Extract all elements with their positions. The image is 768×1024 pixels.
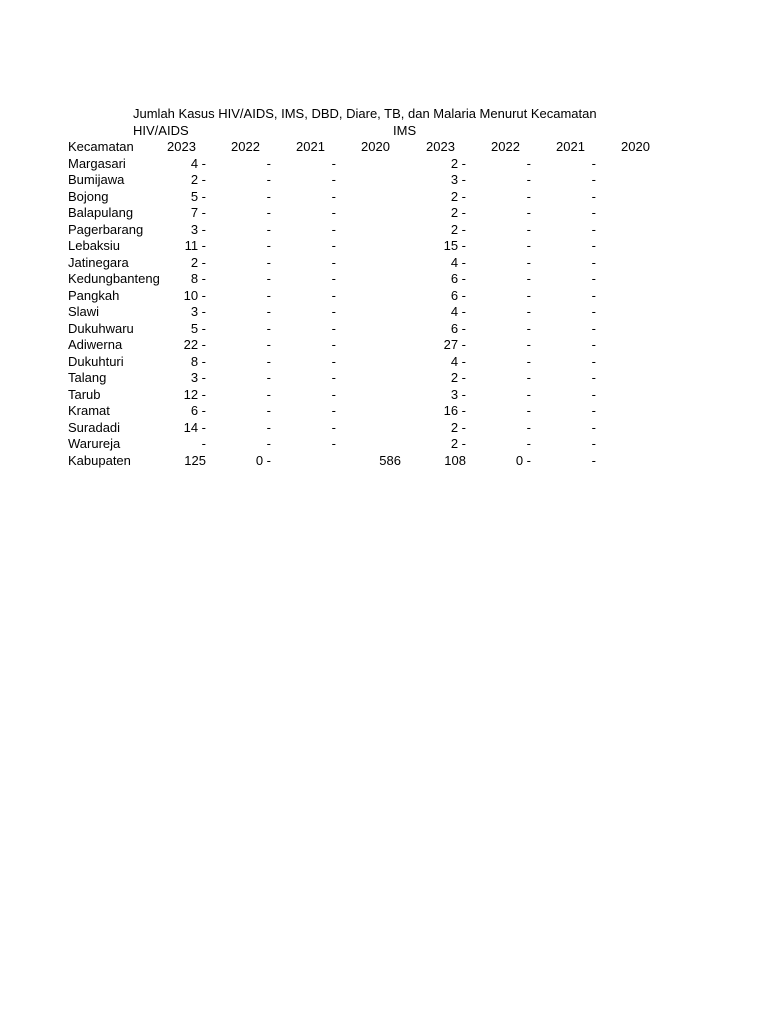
table-row: [0, 156, 768, 173]
value-cell: 27 -: [443, 337, 466, 352]
value-cell: -: [331, 337, 336, 352]
value-cell: 22 -: [183, 337, 206, 352]
value-cell: 4 -: [450, 254, 466, 270]
value-cell: -: [526, 221, 531, 237]
kecamatan-cell: Bojong: [68, 188, 109, 204]
value-cell: [596, 453, 661, 470]
value-cell: -: [266, 221, 271, 237]
value-cell: -: [331, 271, 336, 286]
value-cell: -: [526, 271, 531, 286]
value-cell: -: [526, 386, 531, 402]
kecamatan-cell: Kedungbanteng: [68, 271, 160, 286]
table-row: [0, 271, 768, 288]
value-cell: -: [526, 287, 531, 303]
value-cell: -: [266, 287, 271, 303]
value-cell: [336, 354, 401, 371]
value-cell: 14 -: [183, 419, 206, 435]
value-cell: -: [526, 353, 531, 369]
value-cell: -: [331, 287, 336, 303]
table-row: [0, 205, 768, 222]
kecamatan-cell: Pangkah: [68, 287, 120, 303]
value-cell: -: [266, 155, 271, 171]
value-cell: 0 -: [515, 452, 531, 468]
value-cell: -: [331, 221, 336, 237]
value-cell: [596, 222, 661, 239]
value-cell: [596, 172, 661, 189]
value-cell: 8 -: [190, 271, 206, 286]
value-cell: [596, 436, 661, 453]
value-cell: -: [591, 386, 596, 402]
value-cell: -: [526, 238, 531, 253]
kecamatan-cell: Kramat: [68, 403, 110, 418]
value-cell: -: [331, 403, 336, 418]
value-cell: 0 -: [255, 452, 271, 468]
value-cell: 12 -: [183, 386, 206, 402]
value-cell: 6 -: [450, 287, 466, 303]
value-cell: [336, 255, 401, 272]
value-cell: [596, 403, 661, 420]
value-cell: [596, 205, 661, 222]
value-cell: [336, 436, 401, 453]
value-cell: -: [266, 436, 271, 451]
value-cell: [336, 222, 401, 239]
column-header-year: 2022: [491, 139, 520, 154]
value-cell: -: [331, 370, 336, 385]
kecamatan-cell: Jatinegara: [68, 254, 129, 270]
value-cell: -: [591, 337, 596, 352]
value-cell: [336, 387, 401, 404]
kecamatan-cell: Warureja: [68, 436, 121, 451]
table-row: [0, 255, 768, 272]
value-cell: 3 -: [450, 172, 466, 187]
value-cell: 2 -: [450, 436, 466, 451]
value-cell: -: [266, 419, 271, 435]
column-header-year: 2022: [231, 139, 260, 154]
value-cell: 108: [444, 452, 466, 468]
value-cell: [336, 271, 401, 288]
value-cell: [596, 321, 661, 338]
value-cell: -: [331, 304, 336, 319]
value-cell: -: [331, 353, 336, 369]
column-header-year: 2023: [426, 139, 455, 154]
value-cell: -: [591, 320, 596, 336]
title-row: [0, 106, 768, 123]
value-cell: [336, 420, 401, 437]
value-cell: 11 -: [184, 238, 206, 253]
kecamatan-cell: Bumijawa: [68, 172, 125, 187]
column-header-year: 2020: [621, 139, 650, 154]
column-header-year: 2021: [556, 139, 585, 154]
value-cell: -: [266, 205, 271, 220]
kecamatan-cell: Margasari: [68, 155, 126, 171]
group-header-row: [0, 123, 768, 140]
value-cell: -: [591, 221, 596, 237]
value-cell: [336, 337, 401, 354]
value-cell: -: [526, 320, 531, 336]
value-cell: -: [591, 370, 596, 385]
group-header-hiv-aids: HIV/AIDS: [133, 122, 189, 138]
value-cell: -: [591, 436, 596, 451]
value-cell: -: [526, 370, 531, 385]
value-cell: -: [331, 320, 336, 336]
kecamatan-cell: Suradadi: [68, 419, 121, 435]
value-cell: 125: [184, 452, 206, 468]
value-cell: -: [266, 320, 271, 336]
value-cell: -: [591, 188, 596, 204]
value-cell: -: [266, 353, 271, 369]
value-cell: [336, 321, 401, 338]
value-cell: [596, 387, 661, 404]
value-cell: -: [591, 452, 596, 468]
value-cell: -: [591, 205, 596, 220]
value-cell: -: [526, 155, 531, 171]
value-cell: 2 -: [190, 172, 206, 187]
column-header-year: 2023: [167, 139, 196, 154]
value-cell: -: [266, 254, 271, 270]
value-cell: 6 -: [450, 320, 466, 336]
value-cell: [336, 205, 401, 222]
value-cell: 586: [379, 452, 401, 468]
value-cell: [596, 304, 661, 321]
value-cell: -: [591, 155, 596, 171]
value-cell: -: [331, 419, 336, 435]
value-cell: 4 -: [450, 304, 466, 319]
kecamatan-cell: Dukuhwaru: [68, 320, 134, 336]
value-cell: -: [526, 172, 531, 187]
page-title: Jumlah Kasus HIV/AIDS, IMS, DBD, Diare, TB, dan Malaria Menurut Kecamatan: [133, 106, 597, 121]
table-row: [0, 370, 768, 387]
value-cell: -: [591, 304, 596, 319]
value-cell: [336, 370, 401, 387]
kecamatan-cell: Adiwerna: [68, 337, 123, 352]
kecamatan-cell: Kabupaten: [68, 452, 131, 468]
value-cell: [596, 238, 661, 255]
value-cell: 6 -: [450, 271, 466, 286]
value-cell: 5 -: [190, 320, 206, 336]
value-cell: -: [526, 337, 531, 352]
kecamatan-cell: Talang: [68, 370, 107, 385]
kecamatan-cell: Lebaksiu: [68, 238, 121, 253]
value-cell: [596, 271, 661, 288]
value-cell: [336, 288, 401, 305]
value-cell: 15 -: [443, 238, 466, 253]
value-cell: [596, 420, 661, 437]
value-cell: 3 -: [190, 304, 206, 319]
value-cell: -: [266, 386, 271, 402]
value-cell: [596, 288, 661, 305]
value-cell: -: [331, 238, 336, 253]
value-cell: -: [591, 419, 596, 435]
value-cell: [596, 189, 661, 206]
value-cell: -: [266, 271, 271, 286]
value-cell: -: [266, 337, 271, 352]
value-cell: 6 -: [190, 403, 206, 418]
value-cell: [336, 304, 401, 321]
value-cell: 2 -: [450, 155, 466, 171]
value-cell: [336, 156, 401, 173]
value-cell: -: [591, 403, 596, 418]
value-cell: [336, 189, 401, 206]
value-cell: [596, 354, 661, 371]
value-cell: -: [526, 419, 531, 435]
value-cell: [596, 337, 661, 354]
table-row: [0, 172, 768, 189]
value-cell: 4 -: [450, 353, 466, 369]
table-row: [0, 403, 768, 420]
kecamatan-cell: Dukuhturi: [68, 353, 124, 369]
value-cell: [596, 255, 661, 272]
value-cell: -: [591, 271, 596, 286]
value-cell: [336, 172, 401, 189]
table-row: [0, 420, 768, 437]
value-cell: -: [331, 188, 336, 204]
table-row: [0, 238, 768, 255]
table-row: [0, 189, 768, 206]
table-row: [0, 337, 768, 354]
value-cell: -: [526, 188, 531, 204]
kecamatan-cell: Balapulang: [68, 205, 134, 220]
value-cell: [596, 370, 661, 387]
value-cell: -: [526, 254, 531, 270]
column-header-year: 2020: [361, 139, 390, 154]
value-cell: 4 -: [190, 155, 206, 171]
value-cell: [336, 403, 401, 420]
value-cell: -: [526, 436, 531, 451]
value-cell: 7 -: [190, 205, 206, 220]
value-cell: 2 -: [450, 221, 466, 237]
value-cell: [271, 453, 336, 470]
total-row: [0, 453, 768, 470]
value-cell: 2 -: [450, 419, 466, 435]
value-cell: 2 -: [450, 205, 466, 220]
column-header-row: [0, 139, 768, 156]
value-cell: -: [266, 238, 271, 253]
value-cell: 2 -: [450, 188, 466, 204]
value-cell: -: [266, 304, 271, 319]
value-cell: 3 -: [190, 370, 206, 385]
value-cell: 16 -: [443, 403, 466, 418]
value-cell: [336, 238, 401, 255]
value-cell: -: [266, 172, 271, 187]
value-cell: 3 -: [450, 386, 466, 402]
value-cell: -: [526, 205, 531, 220]
table-row: [0, 354, 768, 371]
table-row: [0, 222, 768, 239]
table-row: [0, 304, 768, 321]
value-cell: -: [526, 304, 531, 319]
value-cell: -: [331, 172, 336, 187]
value-cell: -: [591, 254, 596, 270]
kecamatan-cell: Slawi: [68, 304, 100, 319]
value-cell: -: [591, 353, 596, 369]
value-cell: 2 -: [450, 370, 466, 385]
value-cell: 2 -: [190, 254, 206, 270]
kecamatan-cell: Tarub: [68, 386, 101, 402]
column-header-year: 2021: [296, 139, 325, 154]
value-cell: -: [201, 436, 206, 451]
value-cell: -: [331, 436, 336, 451]
value-cell: -: [591, 172, 596, 187]
value-cell: -: [591, 238, 596, 253]
value-cell: -: [331, 254, 336, 270]
value-cell: 5 -: [190, 188, 206, 204]
value-cell: -: [331, 386, 336, 402]
value-cell: -: [331, 205, 336, 220]
value-cell: 10 -: [183, 287, 206, 303]
value-cell: -: [526, 403, 531, 418]
table-row: [0, 436, 768, 453]
value-cell: 8 -: [190, 353, 206, 369]
value-cell: -: [266, 188, 271, 204]
value-cell: -: [591, 287, 596, 303]
table-row: [0, 387, 768, 404]
value-cell: -: [331, 155, 336, 171]
column-header-kecamatan: Kecamatan: [68, 139, 134, 154]
group-header-ims: IMS: [393, 122, 417, 138]
value-cell: 3 -: [190, 221, 206, 237]
table-row: [0, 288, 768, 305]
value-cell: -: [266, 370, 271, 385]
value-cell: -: [266, 403, 271, 418]
kecamatan-cell: Pagerbarang: [68, 221, 144, 237]
table-row: [0, 321, 768, 338]
value-cell: [596, 156, 661, 173]
